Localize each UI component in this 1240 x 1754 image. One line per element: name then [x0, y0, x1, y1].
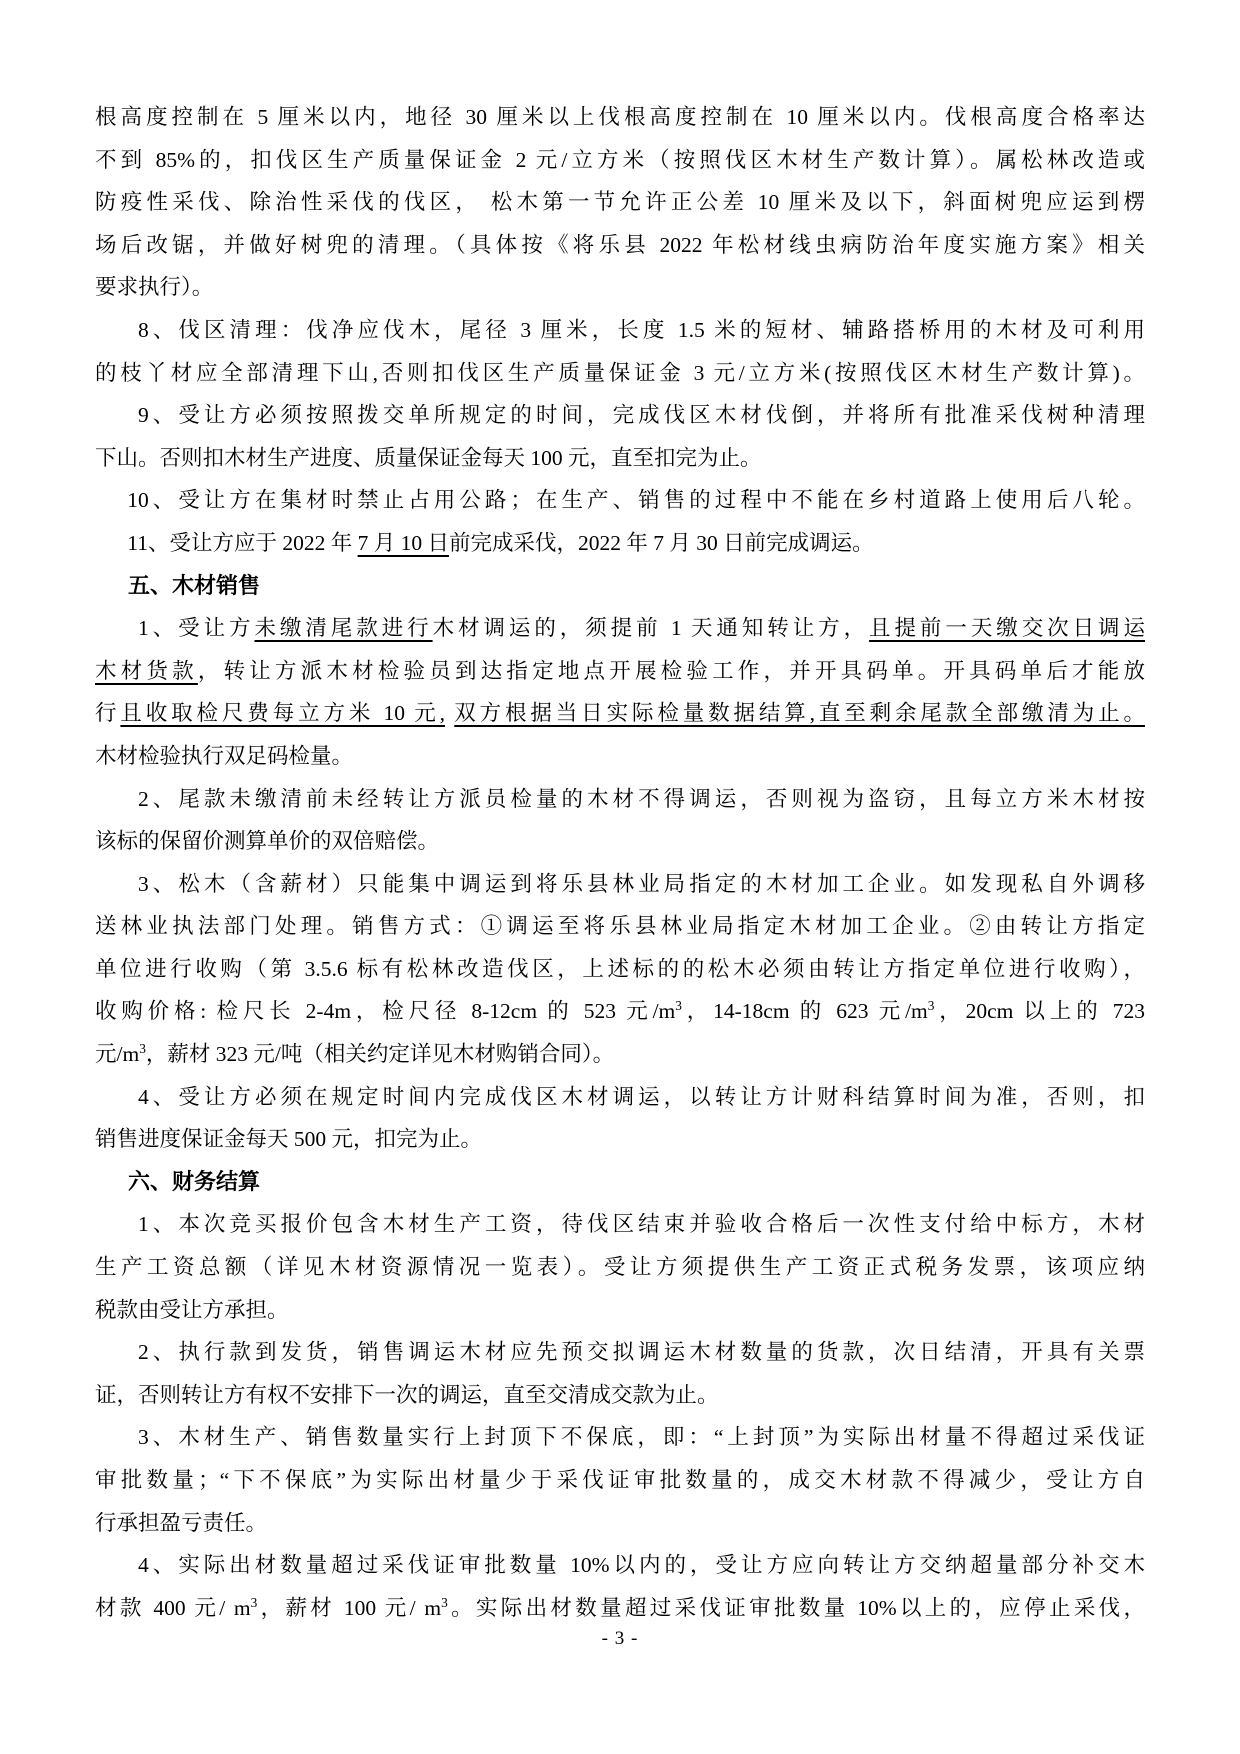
doc-line: 3、木材生产、销售数量实行上封顶下不保底，即：“上封顶”为实际出材量不得超过采伐证 [138, 1425, 1145, 1450]
doc-line: 11、受让方应于 2022 年 7 月 10 日前完成采伐，2022 年 7 月 30 日前完成调运。 [127, 530, 874, 555]
doc-line: 审批数量；“下不保底”为实际出材量少于采伐证审批数量的，成交木材款不得减少，受让方自 [95, 1468, 1145, 1492]
doc-line: 场后改锯，并做好树兜的清理。（具体按《将乐县 2022 年松材线虫病防治年度实施方案》相关 [95, 232, 1145, 257]
doc-line: 防疫性采伐、除治性采伐的伐区， 松木第一节允许正公差 10 厘米及以下，斜面树兜应运到楞 [95, 190, 1145, 215]
doc-line: 8、伐区清理：伐净应伐木，尾径 3 厘米，长度 1.5 米的短材、辅路搭桥用的木材及可利用 [138, 317, 1145, 342]
doc-line: 2、执行款到发货，销售调运木材应先预交拟调运木材数量的货款，次日结清，开具有关票 [138, 1340, 1145, 1365]
doc-line: 材款 400 元/ $m^3$，薪材 100 元/ $m^3$。实际出材数量超过采伐证审批数量 10%以上的，应停止采伐， [95, 1594, 1145, 1620]
doc-line: 证，否则转让方有权不安排下一次的调运，直至交清成交款为止。 [95, 1382, 719, 1407]
page-number: - 3 - [601, 1628, 639, 1649]
doc-line: 根高度控制在 5 厘米以内，地径 30 厘米以上伐根高度控制在 10 厘米以内。伐根高度合格率达 [95, 105, 1145, 129]
doc-line: 行承担盈亏责任。 [95, 1510, 268, 1535]
doc-line: 税款由受让方承担。 [95, 1297, 289, 1322]
section-heading: 六、财务结算 [128, 1168, 261, 1194]
doc-line: 木材检验执行双足码检量。 [95, 743, 354, 768]
doc-line: 下山。否则扣木材生产进度、质量保证金每天 100 元，直至扣完为止。 [95, 445, 762, 470]
doc-line: 收购价格: 检尺长 2-4m，检尺径 8-12cm 的 523 元$/m^3$，14-18cm 的 623 元$/m^3$，20cm 以上的 723 [95, 998, 1145, 1024]
doc-line: 生产工资总额（详见木材资源情况一览表）。受让方须提供生产工资正式税务发票，该项应纳 [95, 1255, 1145, 1280]
doc-line: 行且收取检尺费每立方米 10 元, 双方根据当日实际检量数据结算,直至剩余尾款全部缴清为止。 [95, 701, 1145, 726]
doc-line: 4、受让方必须在规定时间内完成伐区木材调运，以转让方计财科结算时间为准，否则，扣 [138, 1084, 1145, 1109]
doc-line: 单位进行收购（第 3.5.6 标有松林改造伐区，上述标的的松木必须由转让方指定单位进行收购）， [95, 956, 1145, 981]
doc-line: 2、尾款未缴清前未经转让方派员检量的木材不得调运，否则视为盗窃，且每立方米木材按 [138, 786, 1145, 811]
doc-line: 该标的保留价测算单价的双倍赔偿。 [95, 829, 440, 854]
doc-line: 9、受让方必须按照拨交单所规定的时间，完成伐区木材伐倒，并将所有批准采伐树种清理 [138, 403, 1145, 428]
doc-line: 不到 85%的，扣伐区生产质量保证金 2 元/立方米（按照伐区木材生产数计算）。属松林改造或 [95, 147, 1145, 172]
doc-line: 木材货款，转让方派木材检验员到达指定地点开展检验工作，并开具码单。开具码单后才能放 [95, 658, 1145, 683]
doc-line: 3、松木（含薪材）只能集中调运到将乐县林业局指定的木材加工企业。如发现私自外调移 [138, 871, 1145, 896]
doc-line: 送林业执法部门处理。销售方式：①调运至将乐县林业局指定木材加工企业。②由转让方指定 [95, 914, 1145, 939]
document-content [95, 96, 1145, 1629]
doc-line: 元$/m^3$，薪材 323 元/吨（相关约定详见木材购销合同）。 [95, 1040, 615, 1067]
doc-line: 1、本次竞买报价包含木材生产工资，待伐区结束并验收合格后一次性支付给中标方，木材 [138, 1212, 1145, 1237]
doc-line: 的枝丫材应全部清理下山,否则扣伐区生产质量保证金 3 元/立方米(按照伐区木材生产数计算)。 [95, 360, 1145, 385]
doc-line: 1、受让方未缴清尾款进行木材调运的，须提前 1 天通知转让方，且提前一天缴交次日调运 [138, 616, 1145, 641]
section-heading: 五、木材销售 [128, 572, 261, 598]
doc-line: 4、实际出材数量超过采伐证审批数量 10%以内的，受让方应向转让方交纳超量部分补交木 [138, 1553, 1145, 1578]
doc-line: 10、受让方在集材时禁止占用公路；在生产、销售的过程中不能在乡村道路上使用后八轮。 [127, 488, 1145, 513]
doc-line: 销售进度保证金每天 500 元，扣完为止。 [95, 1127, 483, 1152]
doc-line: 要求执行）。 [95, 275, 214, 300]
